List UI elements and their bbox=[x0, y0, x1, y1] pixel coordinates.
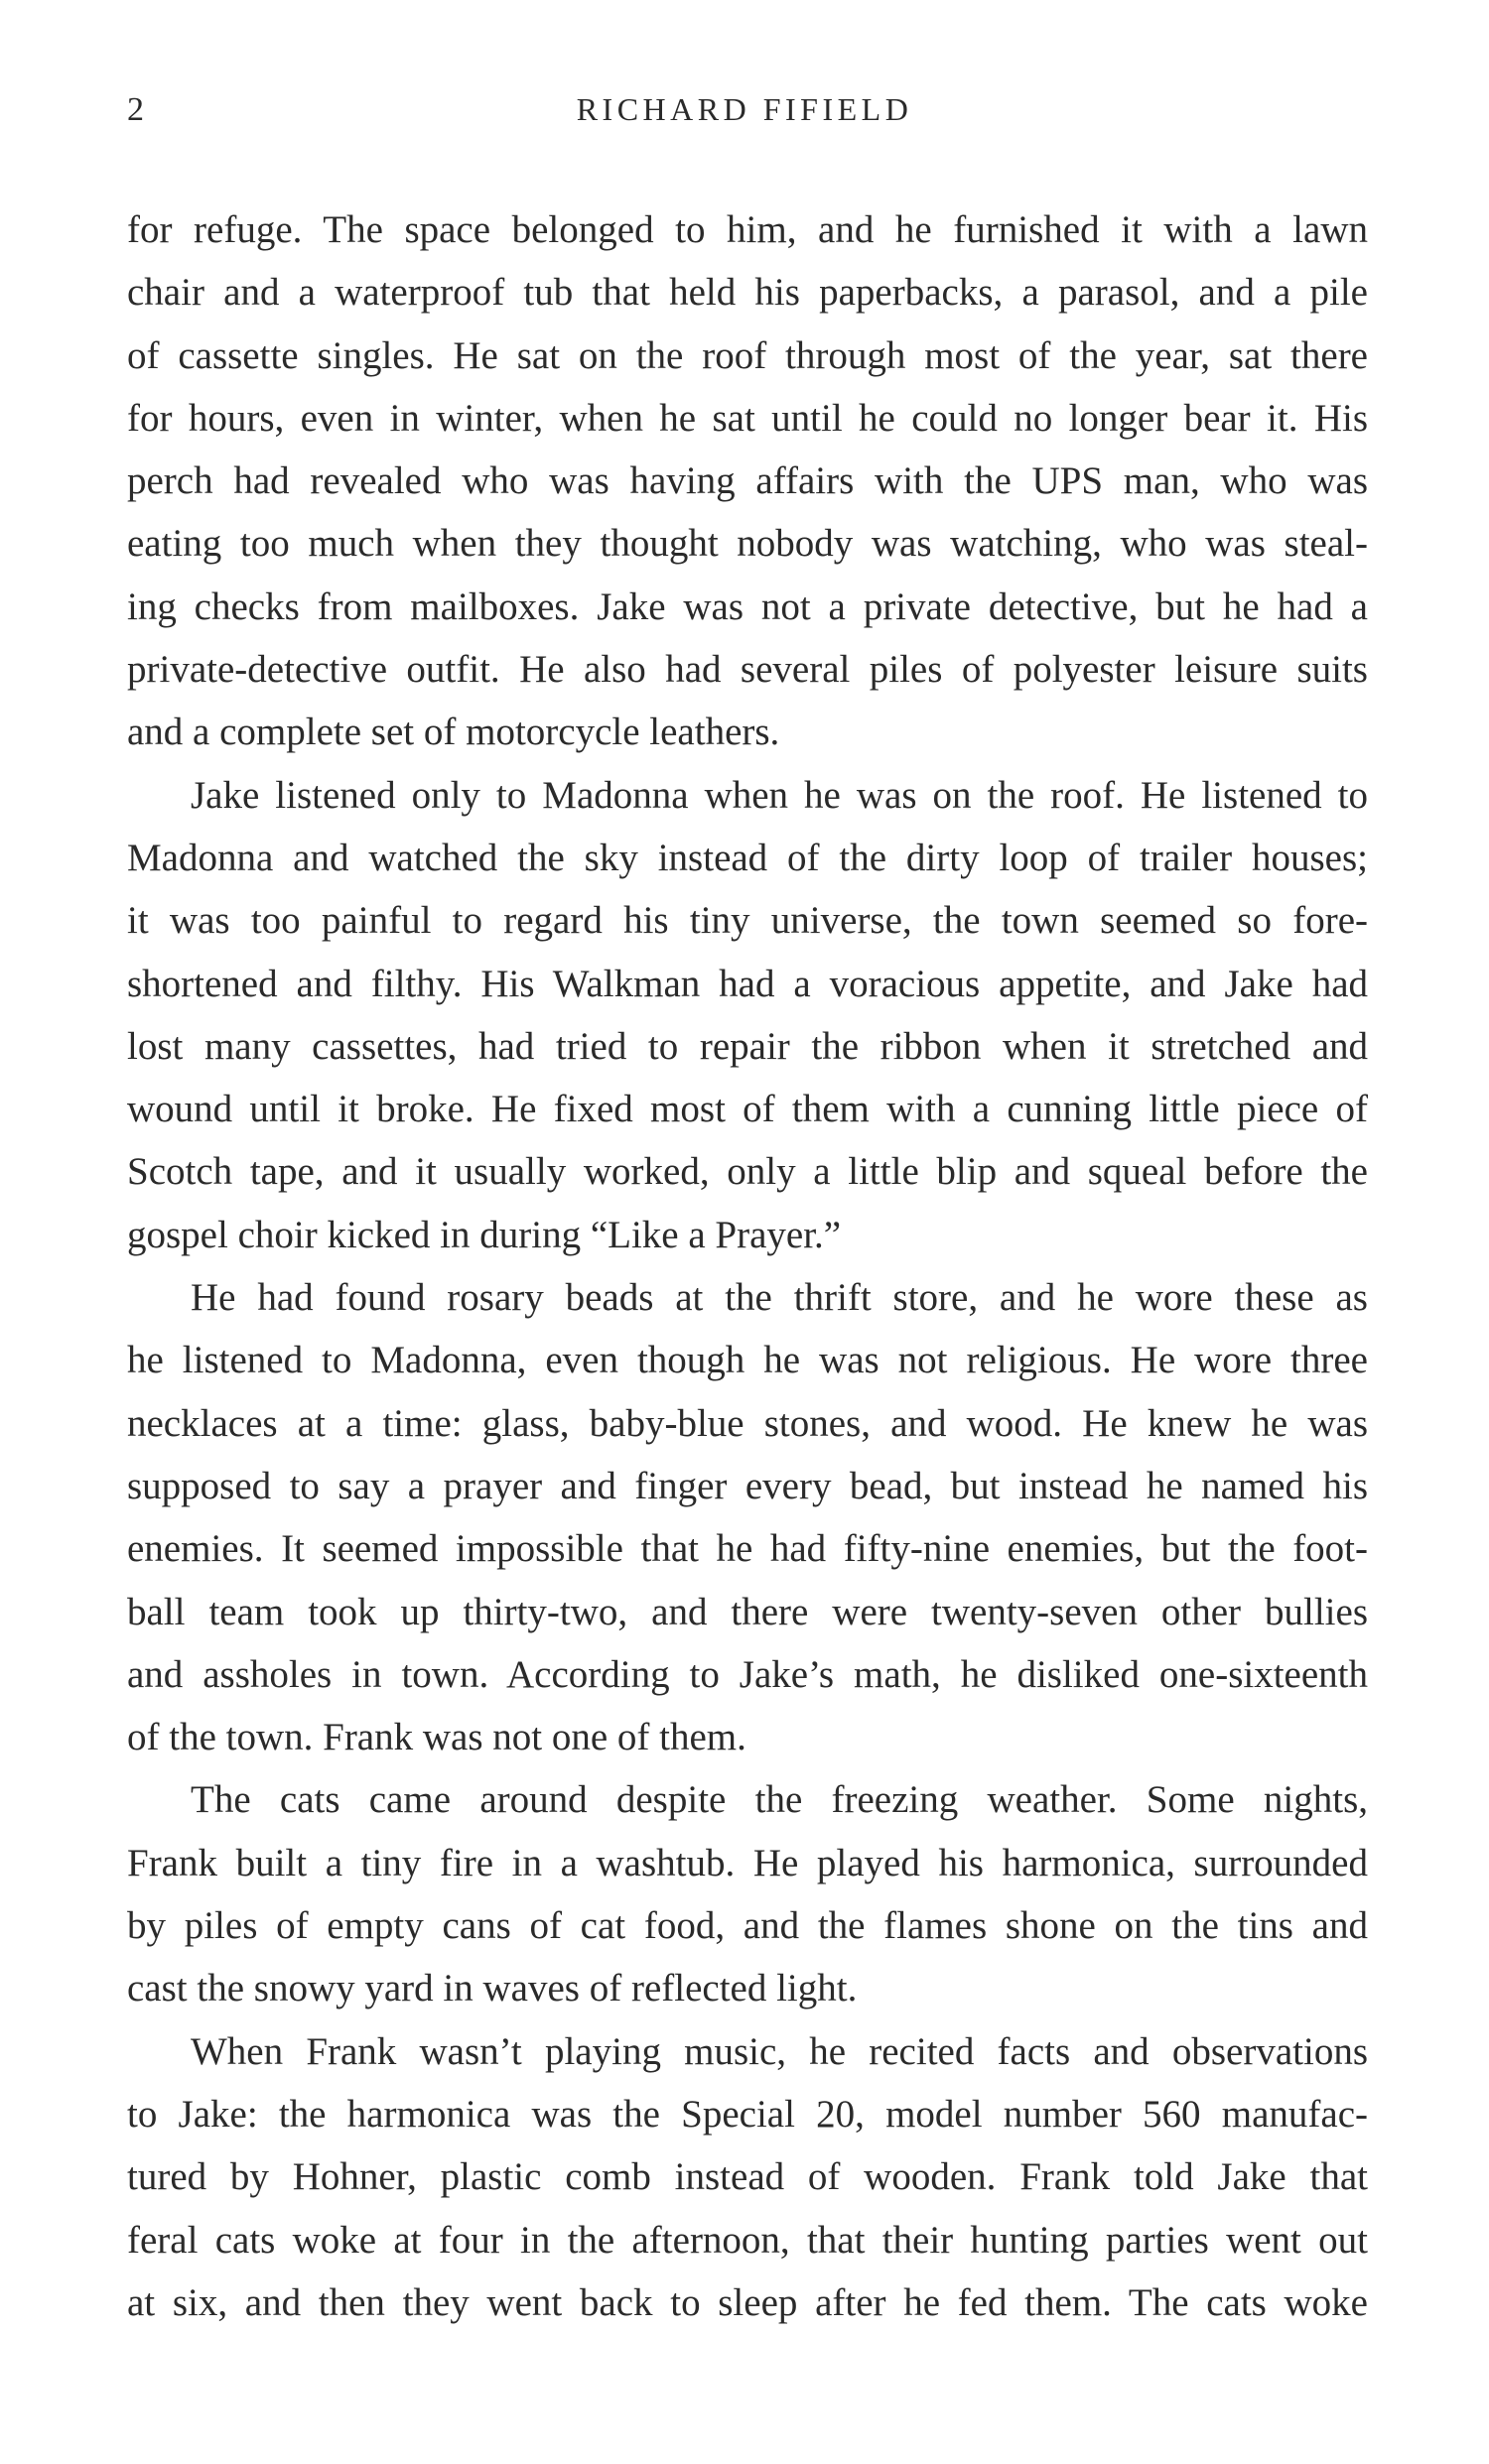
text-line: and a complete set of motorcycle leathers. bbox=[127, 711, 780, 754]
page-number: 2 bbox=[127, 91, 145, 128]
text-line: ball team took up thirty-two, and there were twenty-seven other bullies bbox=[127, 1590, 1368, 1633]
paragraph-1 bbox=[127, 198, 1368, 764]
paragraph-2 bbox=[127, 764, 1368, 1266]
text-line: of the town. Frank was not one of them. bbox=[127, 1716, 746, 1759]
text-line: Frank built a tiny fire in a washtub. He played his harmonica, surrounded bbox=[127, 1841, 1368, 1884]
text-line: for refuge. The space belonged to him, and he furnished it with a lawn bbox=[127, 208, 1368, 251]
text-line: wound until it broke. He fixed most of them with a cunning little piece of bbox=[127, 1088, 1368, 1131]
running-head-author: RICHARD FIFIELD bbox=[576, 91, 913, 127]
body-text bbox=[127, 198, 1368, 2334]
running-head bbox=[0, 91, 1489, 141]
text-line: lost many cassettes, had tried to repair the ribbon when it stretched and bbox=[127, 1024, 1368, 1068]
text-line: When Frank wasn’t playing music, he recited facts and observations bbox=[191, 2029, 1368, 2073]
text-line: tured by Hohner, plastic comb instead of wooden. Frank told Jake that bbox=[127, 2155, 1368, 2199]
paragraph-5 bbox=[127, 2020, 1368, 2334]
text-line: by piles of empty cans of cat food, and the flames shone on the tins and bbox=[127, 1904, 1368, 1948]
text-line: enemies. It seemed impossible that he had fifty-nine enemies, but the foot- bbox=[127, 1527, 1368, 1571]
text-line: he listened to Madonna, even though he was not religious. He wore three bbox=[127, 1339, 1368, 1382]
text-line: private-detective outfit. He also had several piles of polyester leisure suits bbox=[127, 648, 1368, 692]
text-line: Scotch tape, and it usually worked, only a little blip and squeal before the bbox=[127, 1150, 1368, 1194]
paragraph-3 bbox=[127, 1266, 1368, 1768]
text-line: cast the snowy yard in waves of reflected light. bbox=[127, 1967, 858, 2010]
paragraph-4 bbox=[127, 1768, 1368, 2019]
text-line: it was too painful to regard his tiny universe, the town seemed so fore- bbox=[127, 899, 1368, 943]
text-line: necklaces at a time: glass, baby-blue stones, and wood. He knew he was bbox=[127, 1401, 1368, 1445]
text-line: feral cats woke at four in the afternoon, that their hunting parties went out bbox=[127, 2218, 1368, 2262]
text-line: gospel choir kicked in during “Like a Prayer.” bbox=[127, 1213, 842, 1256]
text-line: perch had revealed who was having affairs with the UPS man, who was bbox=[127, 459, 1368, 503]
text-line: eating too much when they thought nobody was watching, who was steal- bbox=[127, 522, 1368, 566]
text-line: at six, and then they went back to sleep after he fed them. The cats woke bbox=[127, 2280, 1368, 2324]
text-line: for hours, even in winter, when he sat until he could no longer bear it. His bbox=[127, 396, 1368, 440]
text-line: and assholes in town. According to Jake’s math, he disliked one-sixteenth bbox=[127, 1652, 1368, 1696]
text-line: supposed to say a prayer and finger every bead, but instead he named his bbox=[127, 1464, 1368, 1507]
text-line: The cats came around despite the freezing weather. Some nights, bbox=[191, 1778, 1368, 1822]
text-line: ing checks from mailboxes. Jake was not a private detective, but he had a bbox=[127, 584, 1368, 628]
text-line: to Jake: the harmonica was the Special 20, model number 560 manufac- bbox=[127, 2092, 1368, 2136]
text-line: shortened and filthy. His Walkman had a voracious appetite, and Jake had bbox=[127, 962, 1368, 1005]
text-line: of cassette singles. He sat on the roof through most of the year, sat there bbox=[127, 333, 1368, 377]
text-line: Madonna and watched the sky instead of the dirty loop of trailer houses; bbox=[127, 836, 1368, 879]
text-line: Jake listened only to Madonna when he was on the roof. He listened to bbox=[191, 773, 1368, 817]
text-line: chair and a waterproof tub that held his paperbacks, a parasol, and a pile bbox=[127, 271, 1368, 315]
text-line: He had found rosary beads at the thrift store, and he wore these as bbox=[191, 1276, 1368, 1320]
